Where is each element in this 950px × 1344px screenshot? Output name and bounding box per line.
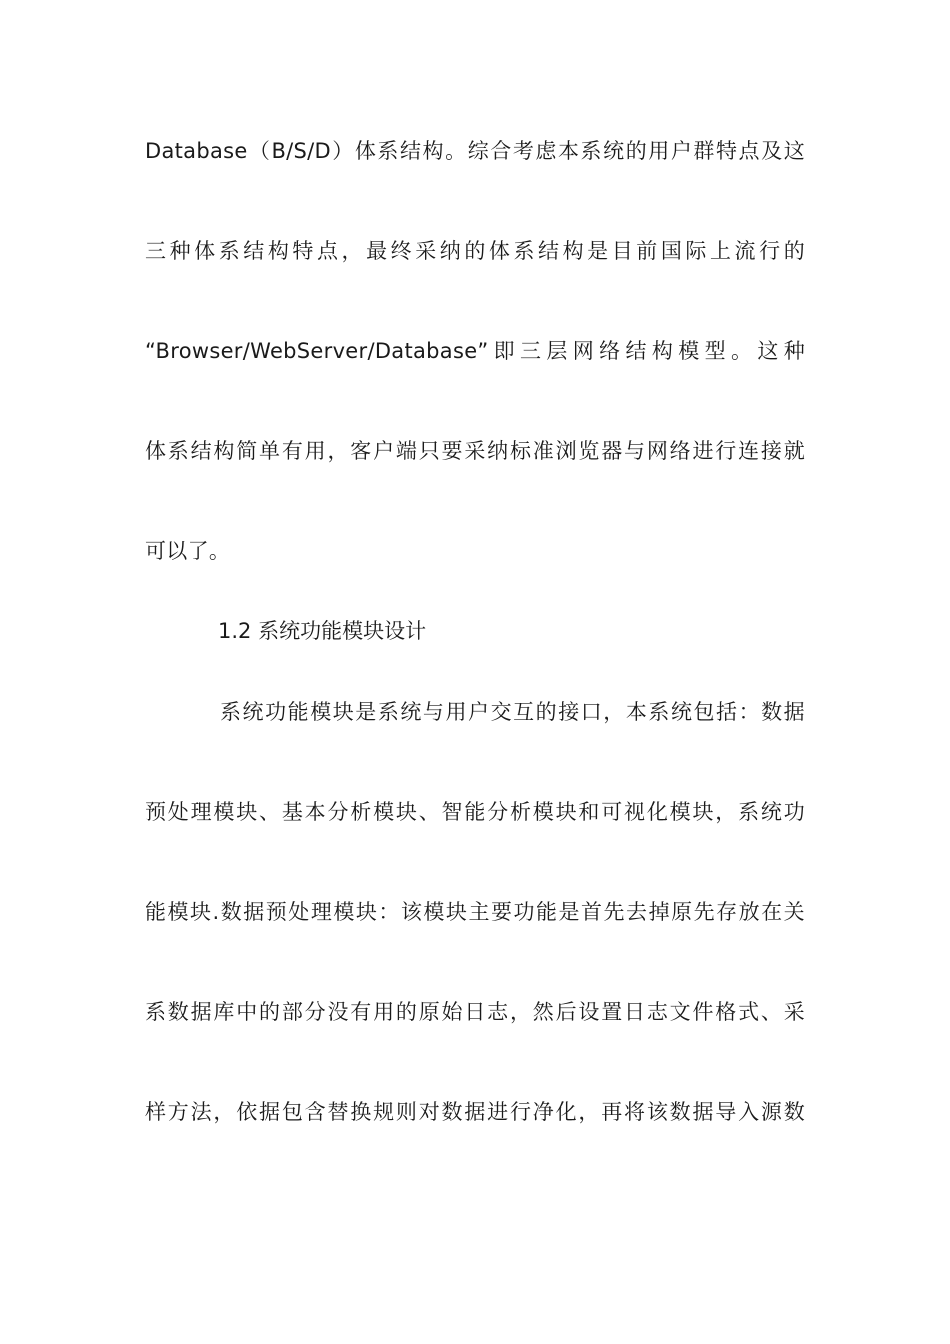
text-line: “Browser/WebServer/Database”即三层网络结构模型。这种 [145,339,805,363]
text-line: 样方法，依据包含替换规则对数据进行净化，再将该数据导入源数 [145,1100,805,1124]
text-line: 可以了。 [145,539,231,563]
text-line: 三种体系结构特点，最终采纳的体系结构是目前国际上流行的 [145,239,805,263]
text-line: 系统功能模块是系统与用户交互的接口，本系统包括：数据 [220,700,805,724]
text-line: Database（B/S/D）体系结构。综合考虑本系统的用户群特点及这 [145,139,805,163]
section-heading: 1.2 系统功能模块设计 [218,619,427,643]
text-line: 预处理模块、基本分析模块、智能分析模块和可视化模块，系统功 [145,800,805,824]
text-line: 系数据库中的部分没有用的原始日志，然后设置日志文件格式、采 [145,1000,805,1024]
text-line: 体系结构简单有用，客户端只要采纳标准浏览器与网络进行连接就 [145,439,805,463]
text-line: 能模块.数据预处理模块：该模块主要功能是首先去掉原先存放在关 [145,900,805,924]
